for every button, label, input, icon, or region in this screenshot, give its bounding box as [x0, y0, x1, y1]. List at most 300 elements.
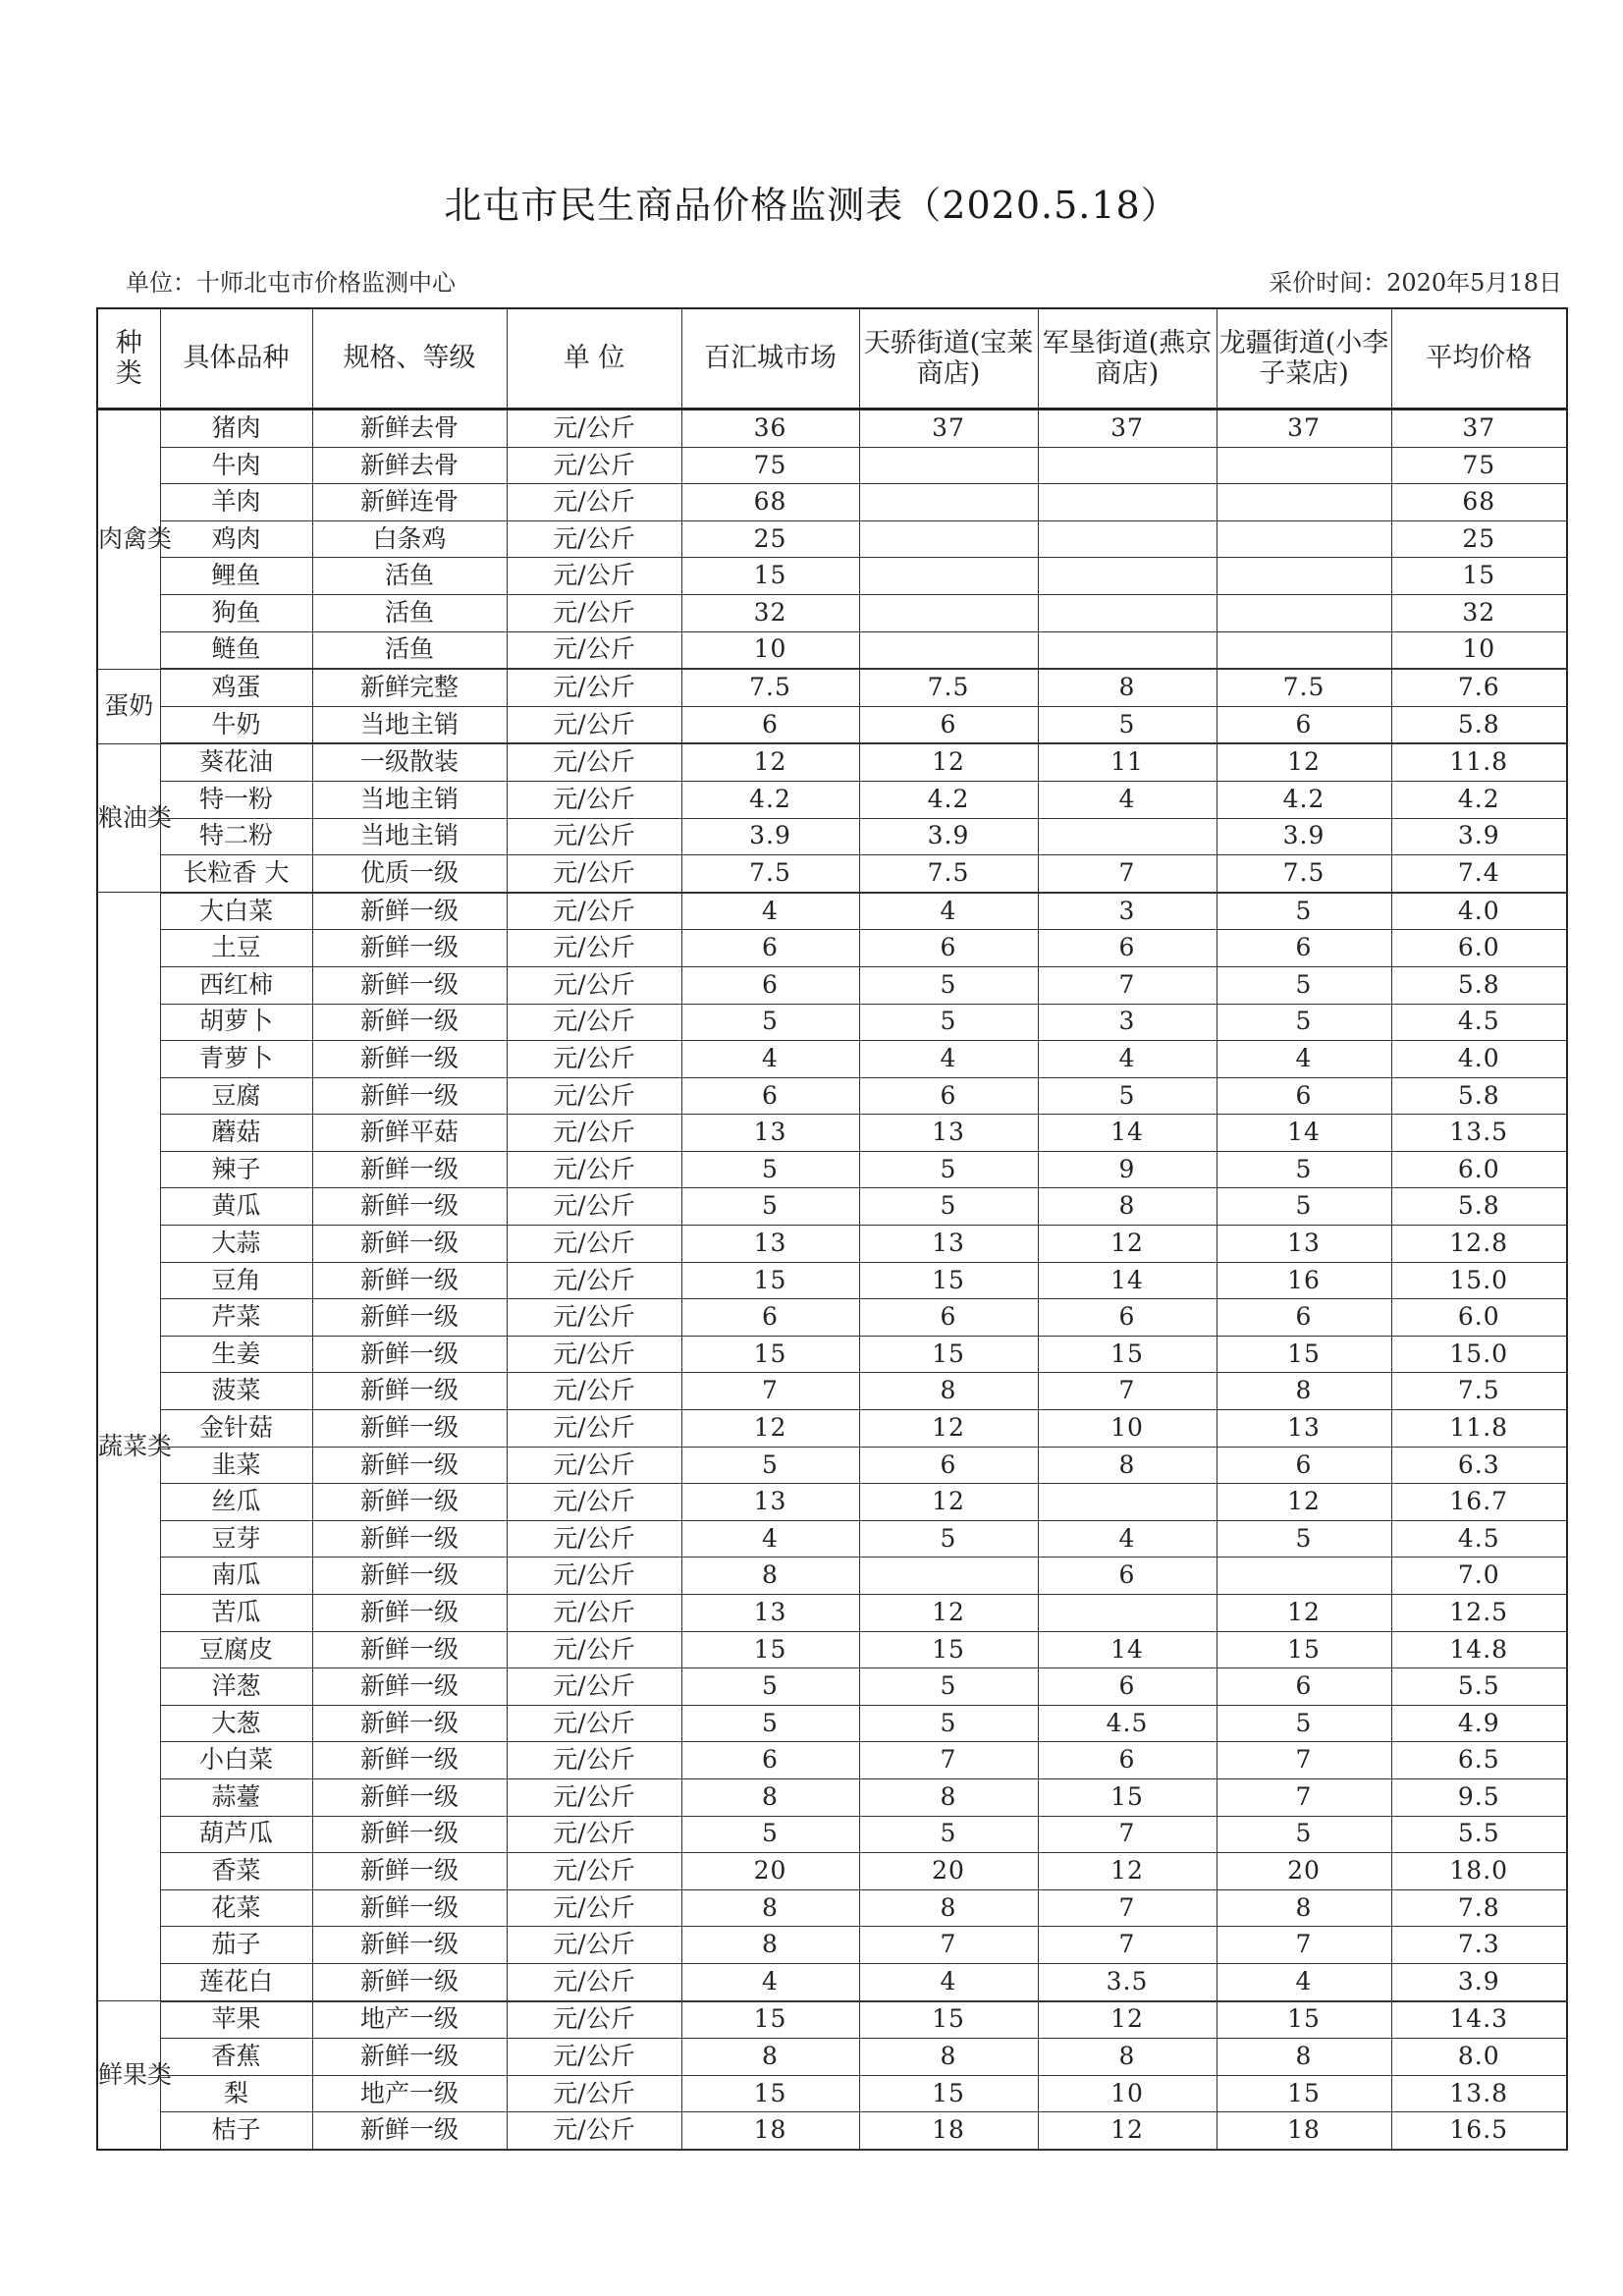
table-cell: 4.5: [1391, 1520, 1567, 1558]
table-cell: 7.8: [1391, 1889, 1567, 1927]
table-cell: 白条鸡: [312, 520, 507, 558]
table-cell: 6: [859, 706, 1038, 743]
table-cell: 7.5: [681, 855, 859, 893]
table-cell: 15: [1038, 1778, 1217, 1816]
table-cell: 7.5: [1217, 669, 1391, 706]
table-cell: 葫芦瓜: [160, 1816, 312, 1853]
table-cell: 茄子: [160, 1927, 312, 1964]
table-cell: 新鲜一级: [312, 2039, 507, 2076]
table-cell: 5: [1217, 1520, 1391, 1558]
table-cell: 5: [1217, 1816, 1391, 1853]
table-row: [97, 1226, 1567, 1263]
table-cell: 8: [681, 2039, 859, 2076]
table-cell: 元/公斤: [507, 1041, 681, 1078]
table-row: [97, 818, 1567, 855]
table-cell: [859, 631, 1038, 669]
table-cell: 7: [1217, 1778, 1391, 1816]
table-cell: 6: [681, 1077, 859, 1115]
table-row: [97, 1188, 1567, 1226]
table-cell: 新鲜一级: [312, 1595, 507, 1632]
table-cell: 新鲜一级: [312, 1041, 507, 1078]
table-cell: 8: [1217, 1373, 1391, 1410]
table-row: [97, 893, 1567, 930]
table-cell: 7.5: [859, 669, 1038, 706]
table-row: [97, 743, 1567, 781]
table-cell: 9: [1038, 1151, 1217, 1188]
table-cell: 8: [859, 2039, 1038, 2076]
table-cell: 7: [1217, 1742, 1391, 1779]
table-cell: 新鲜一级: [312, 1816, 507, 1853]
table-row: [97, 1889, 1567, 1927]
table-cell: 元/公斤: [507, 631, 681, 669]
table-row: [97, 1853, 1567, 1890]
table-cell: 15.0: [1391, 1262, 1567, 1299]
table-cell: 元/公斤: [507, 1373, 681, 1410]
table-cell: 32: [1391, 594, 1567, 631]
table-cell: 新鲜去骨: [312, 447, 507, 484]
table-cell: 18: [681, 2112, 859, 2150]
table-cell: 蒜薹: [160, 1778, 312, 1816]
table-cell: 6: [1038, 1558, 1217, 1595]
table-cell: 6: [681, 966, 859, 1004]
table-cell: 香菜: [160, 1853, 312, 1890]
table-row: [97, 1299, 1567, 1337]
table-cell: 10: [681, 631, 859, 669]
table-cell: 8: [859, 1373, 1038, 1410]
table-cell: 37: [1038, 410, 1217, 448]
table-row: [97, 966, 1567, 1004]
table-row: [97, 1705, 1567, 1742]
table-cell: [1038, 594, 1217, 631]
table-cell: 新鲜连骨: [312, 484, 507, 521]
column-header: 规格、等级: [312, 308, 507, 410]
table-row: [97, 855, 1567, 893]
table-cell: 6: [681, 706, 859, 743]
table-cell: 元/公斤: [507, 1336, 681, 1373]
table-cell: 5: [1038, 706, 1217, 743]
table-cell: 15: [1217, 1336, 1391, 1373]
table-row: [97, 1447, 1567, 1484]
table-cell: 12: [859, 1595, 1038, 1632]
table-cell: 14.8: [1391, 1631, 1567, 1668]
table-cell: 元/公斤: [507, 2075, 681, 2112]
table-cell: 当地主销: [312, 781, 507, 818]
table-cell: 鲢鱼: [160, 631, 312, 669]
table-cell: 15: [859, 1631, 1038, 1668]
table-cell: 7.5: [681, 669, 859, 706]
table-cell: 14.3: [1391, 2001, 1567, 2039]
table-body: [97, 410, 1567, 2150]
table-row: [97, 1595, 1567, 1632]
table-cell: [859, 484, 1038, 521]
table-cell: 元/公斤: [507, 930, 681, 967]
table-cell: 15: [681, 1262, 859, 1299]
table-cell: 4: [859, 893, 1038, 930]
table-cell: 6.3: [1391, 1447, 1567, 1484]
table-cell: 5: [681, 1816, 859, 1853]
table-cell: 5: [859, 1816, 1038, 1853]
table-cell: 胡萝卜: [160, 1004, 312, 1041]
table-cell: 元/公斤: [507, 1742, 681, 1779]
table-cell: 3.9: [859, 818, 1038, 855]
table-cell: 元/公斤: [507, 1077, 681, 1115]
table-cell: 新鲜一级: [312, 1188, 507, 1226]
table-cell: 6: [859, 1447, 1038, 1484]
table-cell: 10: [1391, 631, 1567, 669]
table-row: [97, 2112, 1567, 2150]
table-cell: 7.0: [1391, 1558, 1567, 1595]
table-cell: 8: [859, 1778, 1038, 1816]
category-cell: 粮油类: [97, 743, 160, 892]
table-row: [97, 706, 1567, 743]
table-cell: 地产一级: [312, 2075, 507, 2112]
table-row: [97, 1963, 1567, 2000]
table-cell: 元/公斤: [507, 1595, 681, 1632]
table-cell: 菠菜: [160, 1373, 312, 1410]
table-cell: 6: [681, 1742, 859, 1779]
table-cell: 元/公斤: [507, 1151, 681, 1188]
table-cell: 5.8: [1391, 966, 1567, 1004]
table-cell: 5: [1217, 966, 1391, 1004]
table-cell: 当地主销: [312, 706, 507, 743]
table-cell: 12: [859, 743, 1038, 781]
table-cell: 元/公斤: [507, 2001, 681, 2039]
table-cell: 4: [681, 1041, 859, 1078]
table-cell: 新鲜一级: [312, 1963, 507, 2000]
table-cell: 元/公斤: [507, 855, 681, 893]
table-row: [97, 1041, 1567, 1078]
table-cell: 韭菜: [160, 1447, 312, 1484]
table-cell: 37: [1391, 410, 1567, 448]
table-cell: 12: [1038, 2112, 1217, 2150]
table-row: [97, 2075, 1567, 2112]
table-cell: 7: [859, 1742, 1038, 1779]
table-cell: 10: [1038, 2075, 1217, 2112]
table-cell: 15: [681, 1336, 859, 1373]
table-cell: 20: [1217, 1853, 1391, 1890]
table-cell: 4.5: [1391, 1004, 1567, 1041]
table-cell: 元/公斤: [507, 1262, 681, 1299]
table-cell: 元/公斤: [507, 1188, 681, 1226]
table-cell: [859, 558, 1038, 595]
table-row: [97, 631, 1567, 669]
table-cell: 7: [1038, 966, 1217, 1004]
table-cell: 香蕉: [160, 2039, 312, 2076]
column-header: 龙疆街道(小李子菜店): [1217, 308, 1391, 410]
table-cell: 68: [681, 484, 859, 521]
table-cell: 生姜: [160, 1336, 312, 1373]
table-cell: 12: [1217, 1484, 1391, 1521]
table-cell: 苹果: [160, 2001, 312, 2039]
table-cell: 5: [681, 1151, 859, 1188]
table-cell: 12: [681, 743, 859, 781]
table-cell: 元/公斤: [507, 1889, 681, 1927]
table-cell: 大蒜: [160, 1226, 312, 1263]
table-cell: 特一粉: [160, 781, 312, 818]
table-row: [97, 1742, 1567, 1779]
table-cell: 活鱼: [312, 594, 507, 631]
table-cell: 元/公斤: [507, 743, 681, 781]
table-cell: [1217, 447, 1391, 484]
table-row: [97, 1778, 1567, 1816]
table-cell: 新鲜一级: [312, 1778, 507, 1816]
page-title: 北屯市民生商品价格监测表（2020.5.18）: [444, 184, 1179, 227]
table-cell: 新鲜一级: [312, 1927, 507, 1964]
table-cell: 7: [681, 1373, 859, 1410]
table-cell: 鸡肉: [160, 520, 312, 558]
table-cell: 土豆: [160, 930, 312, 967]
table-cell: 15: [859, 1262, 1038, 1299]
table-cell: 鲤鱼: [160, 558, 312, 595]
table-cell: 13: [1217, 1226, 1391, 1263]
table-cell: 8: [681, 1778, 859, 1816]
table-cell: 4.0: [1391, 893, 1567, 930]
table-cell: 9.5: [1391, 1778, 1567, 1816]
table-cell: 豆腐: [160, 1077, 312, 1115]
table-cell: 元/公斤: [507, 410, 681, 448]
table-cell: 15: [681, 1631, 859, 1668]
table-cell: 5: [681, 1705, 859, 1742]
table-cell: 12: [1217, 743, 1391, 781]
table-cell: 4.0: [1391, 1041, 1567, 1078]
table-row: [97, 1336, 1567, 1373]
category-cell: 蛋奶: [97, 669, 160, 743]
table-row: [97, 930, 1567, 967]
table-cell: 元/公斤: [507, 594, 681, 631]
table-cell: 活鱼: [312, 558, 507, 595]
table-cell: 6: [681, 1299, 859, 1337]
table-cell: 新鲜一级: [312, 1447, 507, 1484]
table-cell: 5.5: [1391, 1816, 1567, 1853]
price-table: [96, 307, 1568, 2151]
table-cell: 4: [681, 1963, 859, 2000]
table-cell: [1038, 484, 1217, 521]
table-cell: 新鲜平菇: [312, 1115, 507, 1152]
table-cell: 元/公斤: [507, 1631, 681, 1668]
table-cell: 7.3: [1391, 1927, 1567, 1964]
table-cell: 6: [859, 1299, 1038, 1337]
table-cell: 元/公斤: [507, 1004, 681, 1041]
table-cell: 25: [1391, 520, 1567, 558]
table-cell: 15: [681, 2075, 859, 2112]
table-cell: 元/公斤: [507, 1299, 681, 1337]
table-cell: 6: [1217, 1668, 1391, 1706]
table-cell: 13: [859, 1226, 1038, 1263]
table-cell: 6: [1038, 1299, 1217, 1337]
table-cell: 新鲜一级: [312, 1631, 507, 1668]
table-cell: 4: [859, 1963, 1038, 2000]
table-cell: 6: [1217, 1447, 1391, 1484]
table-cell: 68: [1391, 484, 1567, 521]
table-cell: 14: [1038, 1115, 1217, 1152]
table-cell: 10: [1038, 1410, 1217, 1448]
table-cell: 8.0: [1391, 2039, 1567, 2076]
table-cell: 37: [859, 410, 1038, 448]
table-cell: 5: [681, 1004, 859, 1041]
table-cell: 新鲜一级: [312, 2112, 507, 2150]
table-row: [97, 2001, 1567, 2039]
table-cell: 12: [1038, 2001, 1217, 2039]
table-cell: 新鲜一级: [312, 966, 507, 1004]
table-cell: 15: [859, 1336, 1038, 1373]
table-row: [97, 1410, 1567, 1448]
table-cell: 鸡蛋: [160, 669, 312, 706]
table-cell: 4: [859, 1041, 1038, 1078]
table-cell: 15: [1217, 2075, 1391, 2112]
table-cell: 元/公斤: [507, 1963, 681, 2000]
table-cell: 14: [1217, 1115, 1391, 1152]
table-cell: 4.2: [681, 781, 859, 818]
table-cell: 32: [681, 594, 859, 631]
table-cell: 15: [1217, 1631, 1391, 1668]
table-cell: 16.5: [1391, 2112, 1567, 2150]
category-cell: 蔬菜类: [97, 893, 160, 2001]
table-cell: 4: [1038, 1520, 1217, 1558]
table-cell: 6: [1217, 1299, 1391, 1337]
table-row: [97, 1373, 1567, 1410]
table-cell: 西红柿: [160, 966, 312, 1004]
table-cell: 元/公斤: [507, 1778, 681, 1816]
table-cell: 新鲜完整: [312, 669, 507, 706]
table-cell: 13: [681, 1226, 859, 1263]
table-cell: 6: [859, 1077, 1038, 1115]
table-row: [97, 594, 1567, 631]
table-row: [97, 447, 1567, 484]
table-cell: 元/公斤: [507, 1484, 681, 1521]
table-cell: 5: [859, 966, 1038, 1004]
table-cell: 元/公斤: [507, 2112, 681, 2150]
table-row: [97, 1151, 1567, 1188]
table-cell: 8: [1038, 669, 1217, 706]
table-cell: 7.5: [1391, 1373, 1567, 1410]
table-cell: 活鱼: [312, 631, 507, 669]
table-row: [97, 1115, 1567, 1152]
table-row: [97, 1927, 1567, 1964]
column-header: 具体品种: [160, 308, 312, 410]
table-cell: [1038, 447, 1217, 484]
table-cell: 猪肉: [160, 410, 312, 448]
table-cell: 元/公斤: [507, 1115, 681, 1152]
table-cell: 新鲜一级: [312, 1004, 507, 1041]
table-row: [97, 1262, 1567, 1299]
table-cell: 13.5: [1391, 1115, 1567, 1152]
table-cell: [1038, 1595, 1217, 1632]
table-cell: 6: [1217, 1077, 1391, 1115]
table-cell: 5: [1217, 1188, 1391, 1226]
table-cell: 13: [1217, 1410, 1391, 1448]
table-row: [97, 520, 1567, 558]
table-cell: 花菜: [160, 1889, 312, 1927]
table-cell: 4: [1217, 1963, 1391, 2000]
table-cell: 新鲜一级: [312, 1410, 507, 1448]
table-cell: 小白菜: [160, 1742, 312, 1779]
table-cell: 南瓜: [160, 1558, 312, 1595]
table-cell: 元/公斤: [507, 781, 681, 818]
table-row: [97, 1520, 1567, 1558]
table-cell: 6: [1038, 1668, 1217, 1706]
table-row: [97, 558, 1567, 595]
table-cell: 13: [681, 1484, 859, 1521]
table-cell: 6: [681, 930, 859, 967]
table-cell: 新鲜一级: [312, 1484, 507, 1521]
table-cell: [1217, 631, 1391, 669]
table-cell: 5.8: [1391, 1188, 1567, 1226]
table-cell: 长粒香 大: [160, 855, 312, 893]
table-cell: [1038, 1484, 1217, 1521]
table-cell: 7.4: [1391, 855, 1567, 893]
table-cell: 新鲜一级: [312, 1151, 507, 1188]
table-cell: 14: [1038, 1631, 1217, 1668]
column-header: 军垦街道(燕京商店): [1038, 308, 1217, 410]
table-row: [97, 669, 1567, 706]
table-cell: [1038, 558, 1217, 595]
table-cell: 5: [1038, 1077, 1217, 1115]
table-cell: 元/公斤: [507, 484, 681, 521]
table-cell: 新鲜一级: [312, 1668, 507, 1706]
table-cell: 4.2: [1217, 781, 1391, 818]
table-cell: 13: [681, 1115, 859, 1152]
table-cell: 14: [1038, 1262, 1217, 1299]
table-cell: 新鲜一级: [312, 1262, 507, 1299]
table-cell: 6.0: [1391, 1299, 1567, 1337]
table-cell: [1217, 520, 1391, 558]
table-cell: 6: [859, 930, 1038, 967]
category-cell: 鲜果类: [97, 2001, 160, 2150]
table-cell: 20: [859, 1853, 1038, 1890]
table-cell: 梨: [160, 2075, 312, 2112]
table-cell: [1038, 520, 1217, 558]
table-cell: 20: [681, 1853, 859, 1890]
table-cell: 4: [1038, 1041, 1217, 1078]
table-cell: [859, 1558, 1038, 1595]
table-cell: 元/公斤: [507, 966, 681, 1004]
table-cell: 洋葱: [160, 1668, 312, 1706]
table-cell: 6: [1217, 706, 1391, 743]
table-cell: 新鲜一级: [312, 1558, 507, 1595]
table-cell: [1038, 818, 1217, 855]
table-cell: 15.0: [1391, 1336, 1567, 1373]
table-cell: 豆角: [160, 1262, 312, 1299]
table-cell: 8: [681, 1889, 859, 1927]
table-cell: 75: [681, 447, 859, 484]
table-cell: 豆芽: [160, 1520, 312, 1558]
table-cell: 7: [859, 1927, 1038, 1964]
table-cell: 元/公斤: [507, 706, 681, 743]
table-cell: 牛奶: [160, 706, 312, 743]
table-cell: 13: [859, 1115, 1038, 1152]
table-cell: 优质一级: [312, 855, 507, 893]
table-cell: 3.9: [1217, 818, 1391, 855]
table-cell: 4.2: [1391, 781, 1567, 818]
table-cell: 5: [1217, 1004, 1391, 1041]
table-cell: 元/公斤: [507, 818, 681, 855]
table-cell: 大葱: [160, 1705, 312, 1742]
table-cell: 7: [1038, 1373, 1217, 1410]
table-cell: 3: [1038, 1004, 1217, 1041]
table-row: [97, 781, 1567, 818]
table-cell: 一级散装: [312, 743, 507, 781]
column-header: 百汇城市场: [681, 308, 859, 410]
table-cell: 7: [1038, 855, 1217, 893]
table-cell: 7.6: [1391, 669, 1567, 706]
table-cell: 牛肉: [160, 447, 312, 484]
table-cell: 8: [681, 1927, 859, 1964]
table-cell: 5: [681, 1188, 859, 1226]
table-cell: 8: [1038, 2039, 1217, 2076]
table-cell: 苦瓜: [160, 1595, 312, 1632]
table-cell: 元/公斤: [507, 1668, 681, 1706]
table-row: [97, 410, 1567, 448]
